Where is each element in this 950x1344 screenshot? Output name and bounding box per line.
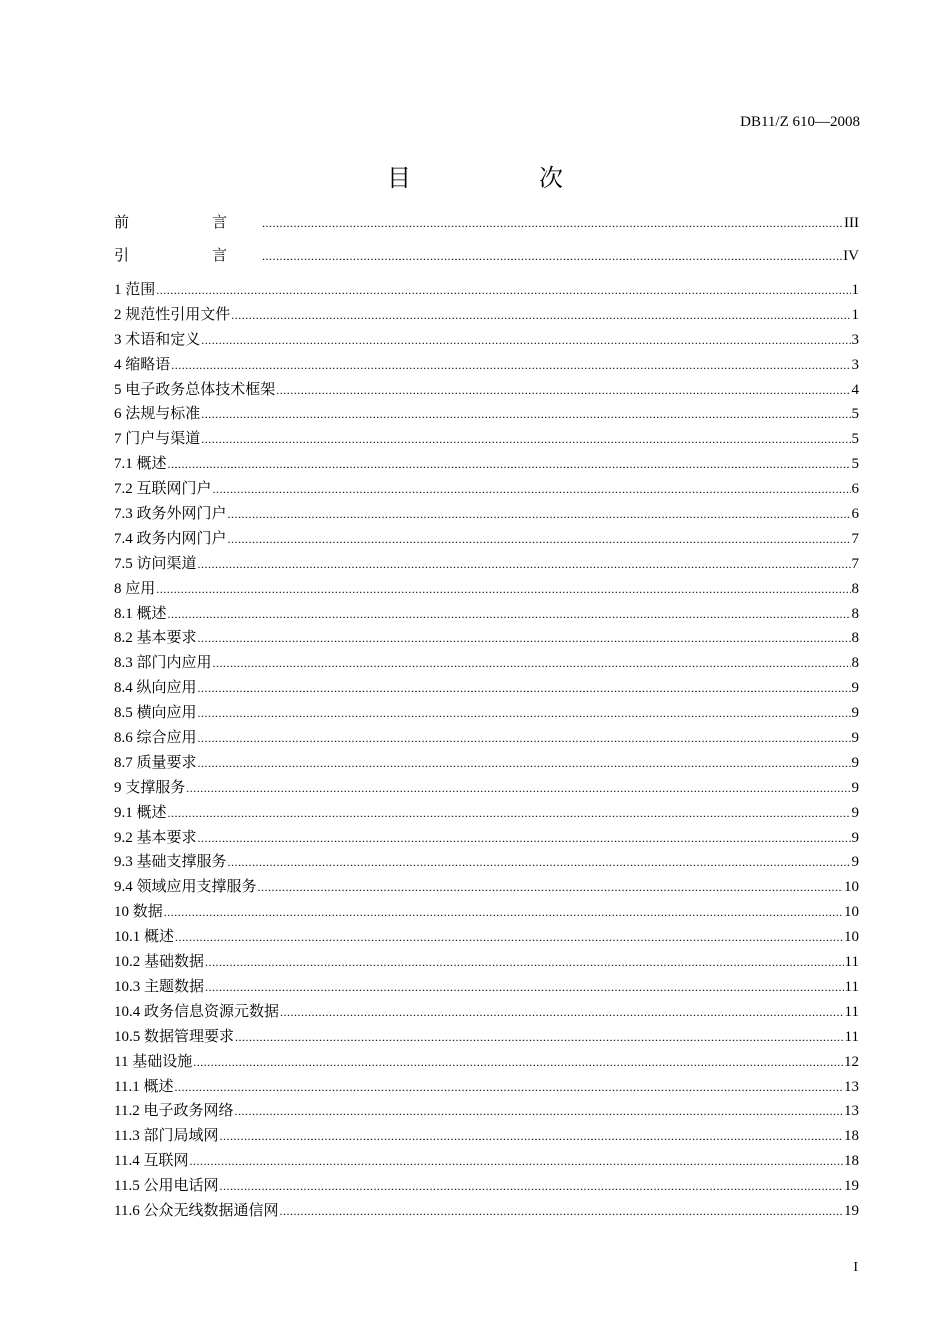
toc-item-page: IV bbox=[843, 248, 859, 264]
toc-item[interactable] bbox=[114, 701, 859, 726]
toc-item[interactable] bbox=[114, 452, 859, 477]
toc-leader-dots bbox=[279, 1199, 843, 1224]
toc-item-label: 11.5 公用电话网 bbox=[114, 1178, 219, 1195]
toc-item-page: 9 bbox=[851, 804, 859, 821]
toc-item[interactable] bbox=[114, 751, 859, 776]
toc-item[interactable] bbox=[114, 602, 859, 627]
toc-item-label: 7.1 概述 bbox=[114, 456, 167, 473]
toc-leader-dots bbox=[262, 240, 842, 273]
toc-item[interactable] bbox=[114, 925, 859, 950]
toc-front-item[interactable] bbox=[114, 240, 859, 273]
toc-item-page: 19 bbox=[844, 1178, 859, 1195]
toc-item-label: 8.2 基本要求 bbox=[114, 630, 197, 647]
toc-leader-dots bbox=[175, 925, 843, 950]
toc-leader-dots bbox=[186, 776, 850, 801]
toc-item-label: 7 门户与渠道 bbox=[114, 431, 201, 448]
toc-item[interactable] bbox=[114, 527, 859, 552]
toc-item-label: 8.5 横向应用 bbox=[114, 705, 197, 722]
toc-leader-dots bbox=[164, 900, 843, 925]
toc-item[interactable] bbox=[114, 477, 859, 502]
toc-leader-dots bbox=[168, 602, 851, 627]
toc-item-label: 11.2 电子政务网络 bbox=[114, 1103, 234, 1120]
toc-item-label: 8 应用 bbox=[114, 580, 156, 597]
toc-item-page: 7 bbox=[851, 530, 859, 547]
toc-item-label: 8.3 部门内应用 bbox=[114, 655, 212, 672]
toc-item-page: 4 bbox=[851, 381, 859, 398]
toc-item-page: 3 bbox=[851, 331, 859, 348]
toc-item-label: 9 支撑服务 bbox=[114, 779, 186, 796]
table-of-contents bbox=[114, 207, 859, 1224]
toc-item-label: 10.1 概述 bbox=[114, 929, 175, 946]
toc-item-page: 9 bbox=[851, 854, 859, 871]
toc-item-page: 18 bbox=[844, 1128, 859, 1145]
toc-leader-dots bbox=[171, 353, 850, 378]
toc-item-page: 9 bbox=[851, 779, 859, 796]
toc-item-page: 12 bbox=[844, 1053, 859, 1070]
toc-item-label: 6 法规与标准 bbox=[114, 406, 201, 423]
toc-item-page: 6 bbox=[851, 506, 859, 523]
toc-item-page: 8 bbox=[851, 655, 859, 672]
toc-item-page: 10 bbox=[844, 904, 859, 921]
toc-item-label: 11 基础设施 bbox=[114, 1053, 193, 1070]
toc-item[interactable] bbox=[114, 826, 859, 851]
toc-item-page: 8 bbox=[851, 605, 859, 622]
toc-leader-dots bbox=[168, 801, 851, 826]
toc-item-page: 8 bbox=[851, 630, 859, 647]
toc-item-label: 7.5 访问渠道 bbox=[114, 555, 197, 572]
toc-item[interactable] bbox=[114, 1124, 859, 1149]
toc-item[interactable] bbox=[114, 577, 859, 602]
toc-item[interactable] bbox=[114, 1025, 859, 1050]
toc-item-page: 6 bbox=[851, 481, 859, 498]
toc-item[interactable] bbox=[114, 402, 859, 427]
toc-item[interactable] bbox=[114, 303, 859, 328]
toc-leader-dots bbox=[201, 427, 850, 452]
toc-item-page: 9 bbox=[851, 730, 859, 747]
toc-item[interactable] bbox=[114, 900, 859, 925]
standard-code: DB11/Z 610—2008 bbox=[740, 114, 860, 130]
toc-item-label: 11.1 概述 bbox=[114, 1078, 174, 1095]
toc-item-page: 8 bbox=[851, 580, 859, 597]
toc-item-label: 2 规范性引用文件 bbox=[114, 306, 231, 323]
toc-item-page: III bbox=[844, 215, 859, 231]
toc-item-page: 1 bbox=[851, 306, 859, 323]
toc-item-label: 9.3 基础支撑服务 bbox=[114, 854, 227, 871]
page-number: I bbox=[853, 1260, 858, 1275]
toc-item-page: 11 bbox=[844, 1003, 859, 1020]
toc-item[interactable] bbox=[114, 950, 859, 975]
toc-item-page: 5 bbox=[851, 456, 859, 473]
toc-item-label: 11.4 互联网 bbox=[114, 1153, 189, 1170]
toc-item-label: 7.4 政务内网门户 bbox=[114, 530, 227, 547]
toc-leader-dots bbox=[205, 975, 844, 1000]
toc-leader-dots bbox=[276, 378, 850, 403]
toc-item[interactable] bbox=[114, 1174, 859, 1199]
toc-leader-dots bbox=[228, 850, 851, 875]
toc-item[interactable] bbox=[114, 502, 859, 527]
toc-item[interactable] bbox=[114, 801, 859, 826]
toc-item-page: 19 bbox=[844, 1202, 859, 1219]
toc-leader-dots bbox=[156, 577, 850, 602]
toc-item[interactable] bbox=[114, 875, 859, 900]
toc-item-label: 8.4 纵向应用 bbox=[114, 680, 197, 697]
toc-item-label: 10.2 基础数据 bbox=[114, 954, 205, 971]
toc-item[interactable] bbox=[114, 975, 859, 1000]
toc-item[interactable] bbox=[114, 776, 859, 801]
toc-item[interactable] bbox=[114, 626, 859, 651]
toc-item-page: 9 bbox=[851, 705, 859, 722]
toc-leader-dots bbox=[198, 552, 851, 577]
toc-leader-dots bbox=[228, 527, 851, 552]
toc-leader-dots bbox=[156, 278, 850, 303]
toc-item[interactable] bbox=[114, 552, 859, 577]
toc-item-label: 前 言 bbox=[114, 215, 262, 231]
toc-item-page: 5 bbox=[851, 431, 859, 448]
toc-item-label: 引 言 bbox=[114, 248, 262, 264]
toc-item[interactable] bbox=[114, 1149, 859, 1174]
toc-item-label: 10.5 数据管理要求 bbox=[114, 1028, 235, 1045]
toc-leader-dots bbox=[168, 452, 851, 477]
toc-item-label: 9.1 概述 bbox=[114, 804, 167, 821]
toc-item[interactable] bbox=[114, 1000, 859, 1025]
toc-item-page: 10 bbox=[844, 879, 859, 896]
toc-item-page: 11 bbox=[844, 978, 859, 995]
toc-leader-dots bbox=[198, 626, 851, 651]
toc-item-page: 11 bbox=[844, 1028, 859, 1045]
toc-leader-dots bbox=[219, 1124, 843, 1149]
toc-item-label: 5 电子政务总体技术框架 bbox=[114, 381, 276, 398]
toc-item-label: 9.4 领域应用支撑服务 bbox=[114, 879, 257, 896]
toc-item[interactable] bbox=[114, 378, 859, 403]
toc-item-label: 3 术语和定义 bbox=[114, 331, 201, 348]
toc-item[interactable] bbox=[114, 676, 859, 701]
toc-item-page: 3 bbox=[851, 356, 859, 373]
toc-item-page: 7 bbox=[851, 555, 859, 572]
toc-item[interactable] bbox=[114, 427, 859, 452]
toc-leader-dots bbox=[262, 207, 843, 240]
toc-item-label: 11.3 部门局域网 bbox=[114, 1128, 219, 1145]
toc-item-page: 1 bbox=[851, 282, 859, 298]
toc-item-page: 9 bbox=[851, 829, 859, 846]
toc-item-page: 13 bbox=[844, 1103, 859, 1120]
toc-item-page: 9 bbox=[851, 754, 859, 771]
toc-leader-dots bbox=[213, 477, 851, 502]
toc-item[interactable] bbox=[114, 1075, 859, 1100]
toc-leader-dots bbox=[198, 676, 851, 701]
toc-leader-dots bbox=[231, 303, 850, 328]
toc-leader-dots bbox=[258, 875, 843, 900]
toc-leader-dots bbox=[198, 826, 851, 851]
toc-item[interactable] bbox=[114, 1050, 859, 1075]
page-title: 目 次 bbox=[387, 164, 615, 192]
toc-item-page: 9 bbox=[851, 680, 859, 697]
toc-item-label: 4 缩略语 bbox=[114, 356, 171, 373]
toc-leader-dots bbox=[193, 1050, 843, 1075]
toc-leader-dots bbox=[201, 402, 850, 427]
toc-leader-dots bbox=[198, 726, 851, 751]
toc-item[interactable] bbox=[114, 726, 859, 751]
toc-item-label: 8.1 概述 bbox=[114, 605, 167, 622]
toc-leader-dots bbox=[213, 651, 851, 676]
toc-leader-dots bbox=[280, 1000, 844, 1025]
toc-leader-dots bbox=[205, 950, 844, 975]
toc-leader-dots bbox=[235, 1025, 844, 1050]
toc-item-page: 11 bbox=[844, 954, 859, 971]
toc-item-page: 18 bbox=[844, 1153, 859, 1170]
toc-leader-dots bbox=[219, 1174, 843, 1199]
toc-item-label: 9.2 基本要求 bbox=[114, 829, 197, 846]
toc-front-item[interactable] bbox=[114, 207, 859, 240]
toc-item[interactable] bbox=[114, 353, 859, 378]
toc-item-label: 1 范围 bbox=[114, 282, 156, 298]
toc-leader-dots bbox=[198, 751, 851, 776]
toc-item-page: 5 bbox=[851, 406, 859, 423]
toc-leader-dots bbox=[228, 502, 851, 527]
toc-item-label: 8.6 综合应用 bbox=[114, 730, 197, 747]
toc-leader-dots bbox=[198, 701, 851, 726]
toc-item[interactable] bbox=[114, 651, 859, 676]
toc-leader-dots bbox=[174, 1075, 843, 1100]
toc-item-label: 10.4 政务信息资源元数据 bbox=[114, 1003, 280, 1020]
toc-item-label: 10 数据 bbox=[114, 904, 163, 921]
toc-item[interactable] bbox=[114, 1199, 859, 1224]
toc-item-page: 10 bbox=[844, 929, 859, 946]
toc-item[interactable] bbox=[114, 850, 859, 875]
toc-item-label: 7.2 互联网门户 bbox=[114, 481, 212, 498]
toc-item-label: 10.3 主题数据 bbox=[114, 978, 205, 995]
toc-leader-dots bbox=[189, 1149, 843, 1174]
toc-item[interactable] bbox=[114, 1099, 859, 1124]
toc-item-page: 13 bbox=[844, 1078, 859, 1095]
toc-item-label: 11.6 公众无线数据通信网 bbox=[114, 1202, 279, 1219]
toc-leader-dots bbox=[201, 328, 850, 353]
toc-item-label: 7.3 政务外网门户 bbox=[114, 506, 227, 523]
toc-item[interactable] bbox=[114, 328, 859, 353]
toc-leader-dots bbox=[234, 1099, 843, 1124]
toc-item[interactable] bbox=[114, 278, 859, 303]
toc-item-label: 8.7 质量要求 bbox=[114, 754, 197, 771]
